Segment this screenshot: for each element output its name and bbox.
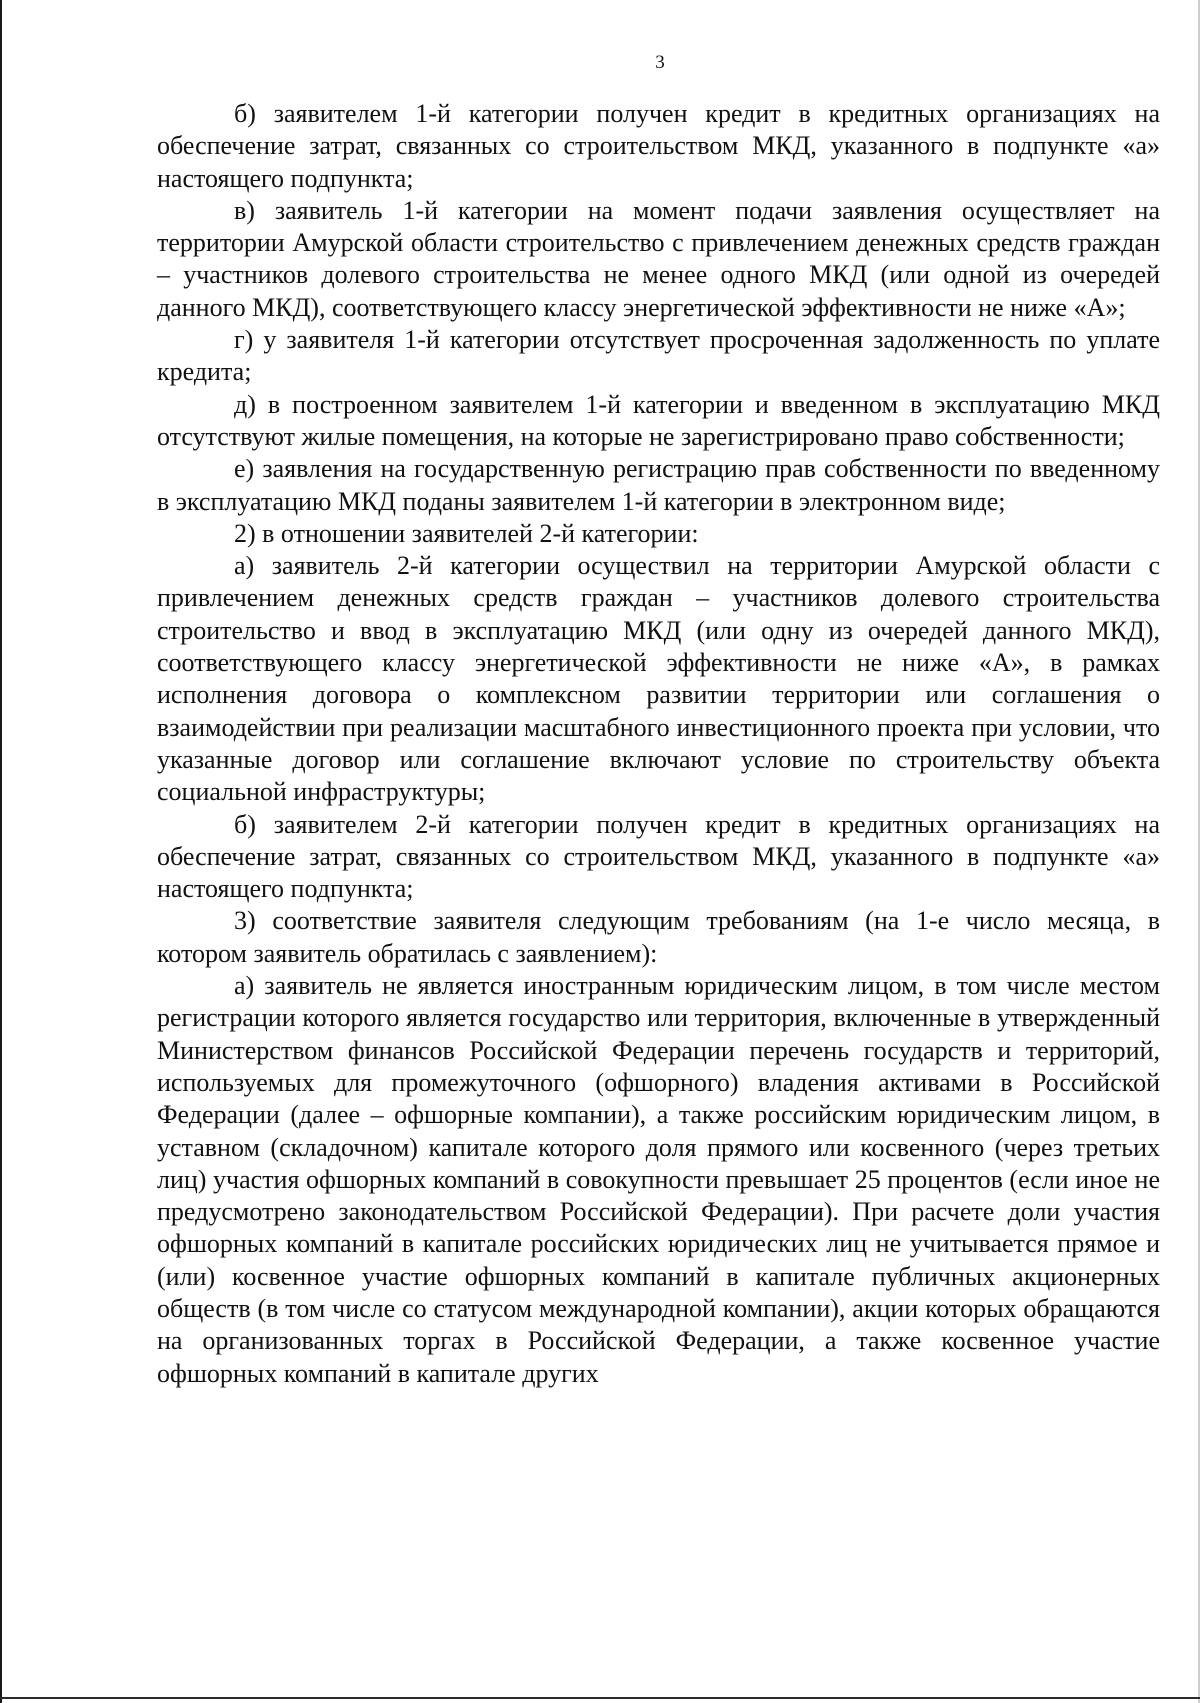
paragraph-2b: б) заявителем 2-й категории получен кредит в кредитных организациях на обеспечение затрат, связанных со строительством МКД, указанного в подпункте «а» настоящего подпункта; [157,809,1160,904]
paragraph-3a: а) заявитель не является иностранным юридическим лицом, в том числе местом регистрации которого является государство или территория, включенные в утвержденный Министерством финансов Российской Федерации перечень государств и территорий, используемых для промежуточного (офшорного) владения активами в Российской Федерации (далее – офшорные компании), а также российским юридическим лицом, в уставном (складочном) капитале которого доля прямого или косвенного (через третьих лиц) участия офшорных компаний в совокупности превышает 25 процентов (если иное не предусмотрено законодательством Российской Федерации). При расчете доли участия офшорных компаний в капитале российских юридических лиц не учитывается прямое и (или) косвенное участие офшорных компаний в капитале публичных акционерных обществ (в том числе со статусом международной компании), акции которых обращаются на организованных торгах в Российской Федерации, а также косвенное участие офшорных компаний в капитале других [157,971,1160,1388]
paragraph-3-heading: 3) соответствие заявителя следующим требованиям (на 1-е число месяца, в котором заявитель обратилась с заявлением): [157,906,1160,968]
paragraph-2a: а) заявитель 2-й категории осуществил на территории Амурской области с привлечением денежных средств граждан – участников долевого строительства строительство и ввод в эксплуатацию МКД (или одну из очередей данного МКД), соответствующего классу энергетической эффективности не ниже «А», в рамках исполнения договора о комплексном развитии территории или соглашения о взаимодействии при реализации масштабного инвестиционного проекта при условии, что указанные договор или соглашение включают условие по строительству объекта социальной инфраструктуры; [157,551,1160,807]
paragraph-1v: в) заявитель 1-й категории на момент подачи заявления осуществляет на территории Амурской области строительство с привлечением денежных средств граждан – участников долевого строительства не менее одного МКД (или одной из очередей данного МКД), соответствующего классу энергетической эффективности не ниже «А»; [157,195,1160,322]
paragraph-1g: г) у заявителя 1-й категории отсутствует просроченная задолженность по уплате кредита; [157,325,1160,387]
scan-edge-left [0,0,2,1703]
paragraph-1d: д) в построенном заявителем 1-й категории и введенном в эксплуатацию МКД отсутствуют жилые помещения, на которые не зарегистрировано право собственности; [157,389,1160,451]
paragraph-1e: е) заявления на государственную регистрацию прав собственности по введенному в эксплуатацию МКД поданы заявителем 1-й категории в электронном виде; [157,454,1160,516]
page-number: 3 [655,52,665,73]
paragraph-2-heading: 2) в отношении заявителей 2-й категории: [234,518,699,548]
scan-edge-bottom [0,1697,1200,1699]
document-body [157,98,1160,1390]
paragraph-1b: б) заявителем 1-й категории получен кредит в кредитных организациях на обеспечение затрат, связанных со строительством МКД, указанного в подпункте «а» настоящего подпункта; [157,99,1160,193]
